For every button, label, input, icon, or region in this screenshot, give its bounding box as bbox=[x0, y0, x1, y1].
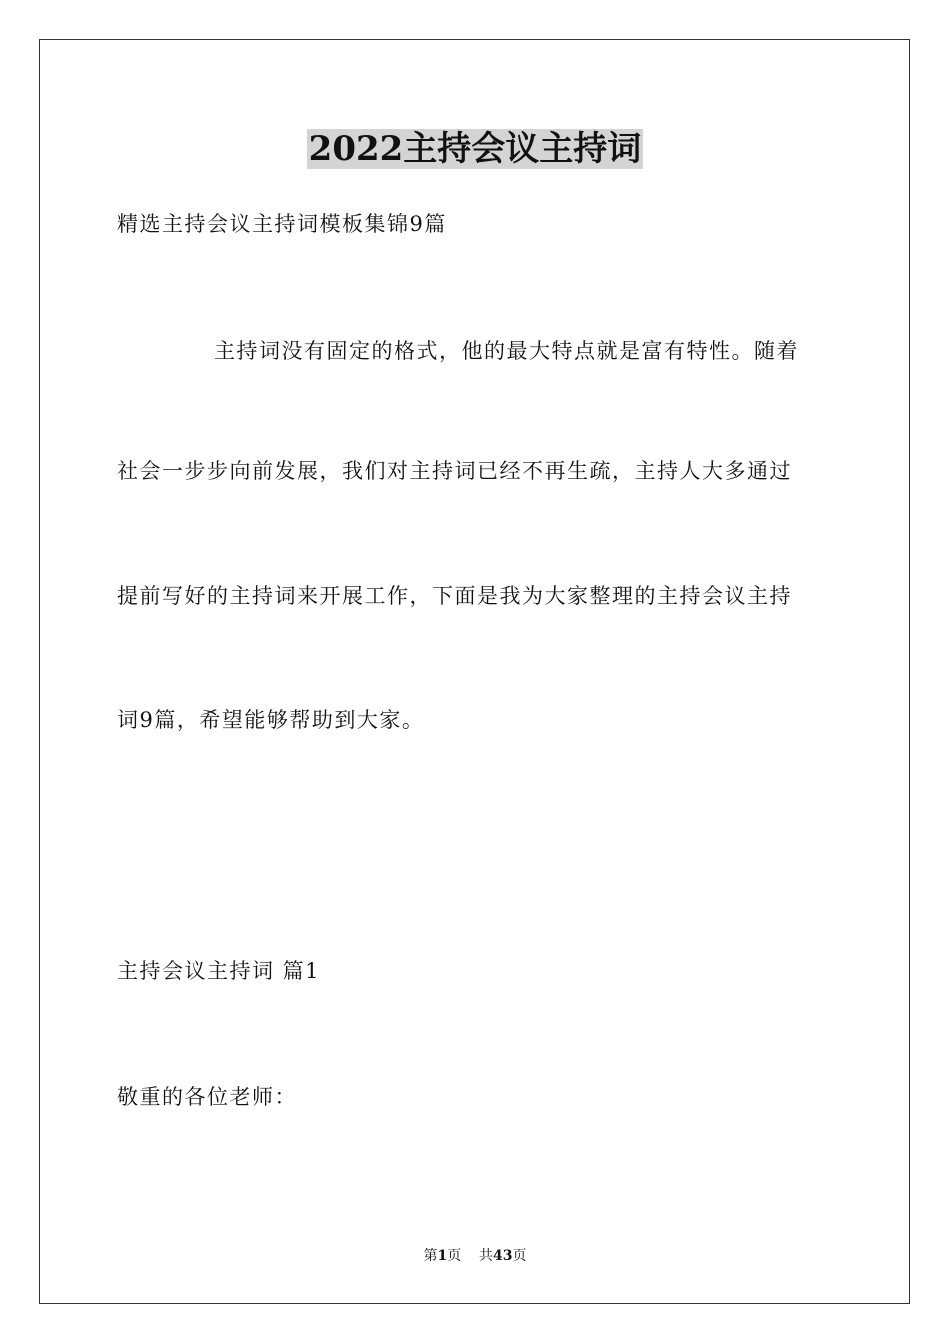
document-subtitle: 精选主持会议主持词模板集锦9篇 bbox=[117, 212, 447, 236]
intro-line-2: 社会一步步向前发展，我们对主持词已经不再生疏，主持人大多通过 bbox=[117, 459, 792, 483]
document-title bbox=[0, 124, 950, 174]
intro-line-1: 主持词没有固定的格式，他的最大特点就是富有特性。随着 bbox=[214, 339, 799, 363]
intro-line-4: 词9篇，希望能够帮助到大家。 bbox=[117, 708, 425, 732]
salutation: 敬重的各位老师： bbox=[117, 1085, 297, 1109]
footer-page-suffix: 页 bbox=[447, 1248, 462, 1264]
footer-page-number: 1 bbox=[437, 1248, 448, 1264]
footer-page-prefix: 第 bbox=[423, 1248, 438, 1264]
document-title-text: 2022主持会议主持词 bbox=[308, 129, 642, 169]
footer-total-suffix: 页 bbox=[512, 1248, 527, 1264]
footer-total-prefix: 共 bbox=[479, 1248, 494, 1264]
section-heading: 主持会议主持词 篇1 bbox=[117, 959, 321, 983]
page-footer bbox=[0, 1246, 950, 1266]
footer-total-pages: 43 bbox=[493, 1248, 513, 1264]
intro-line-3: 提前写好的主持词来开展工作，下面是我为大家整理的主持会议主持 bbox=[117, 584, 792, 608]
